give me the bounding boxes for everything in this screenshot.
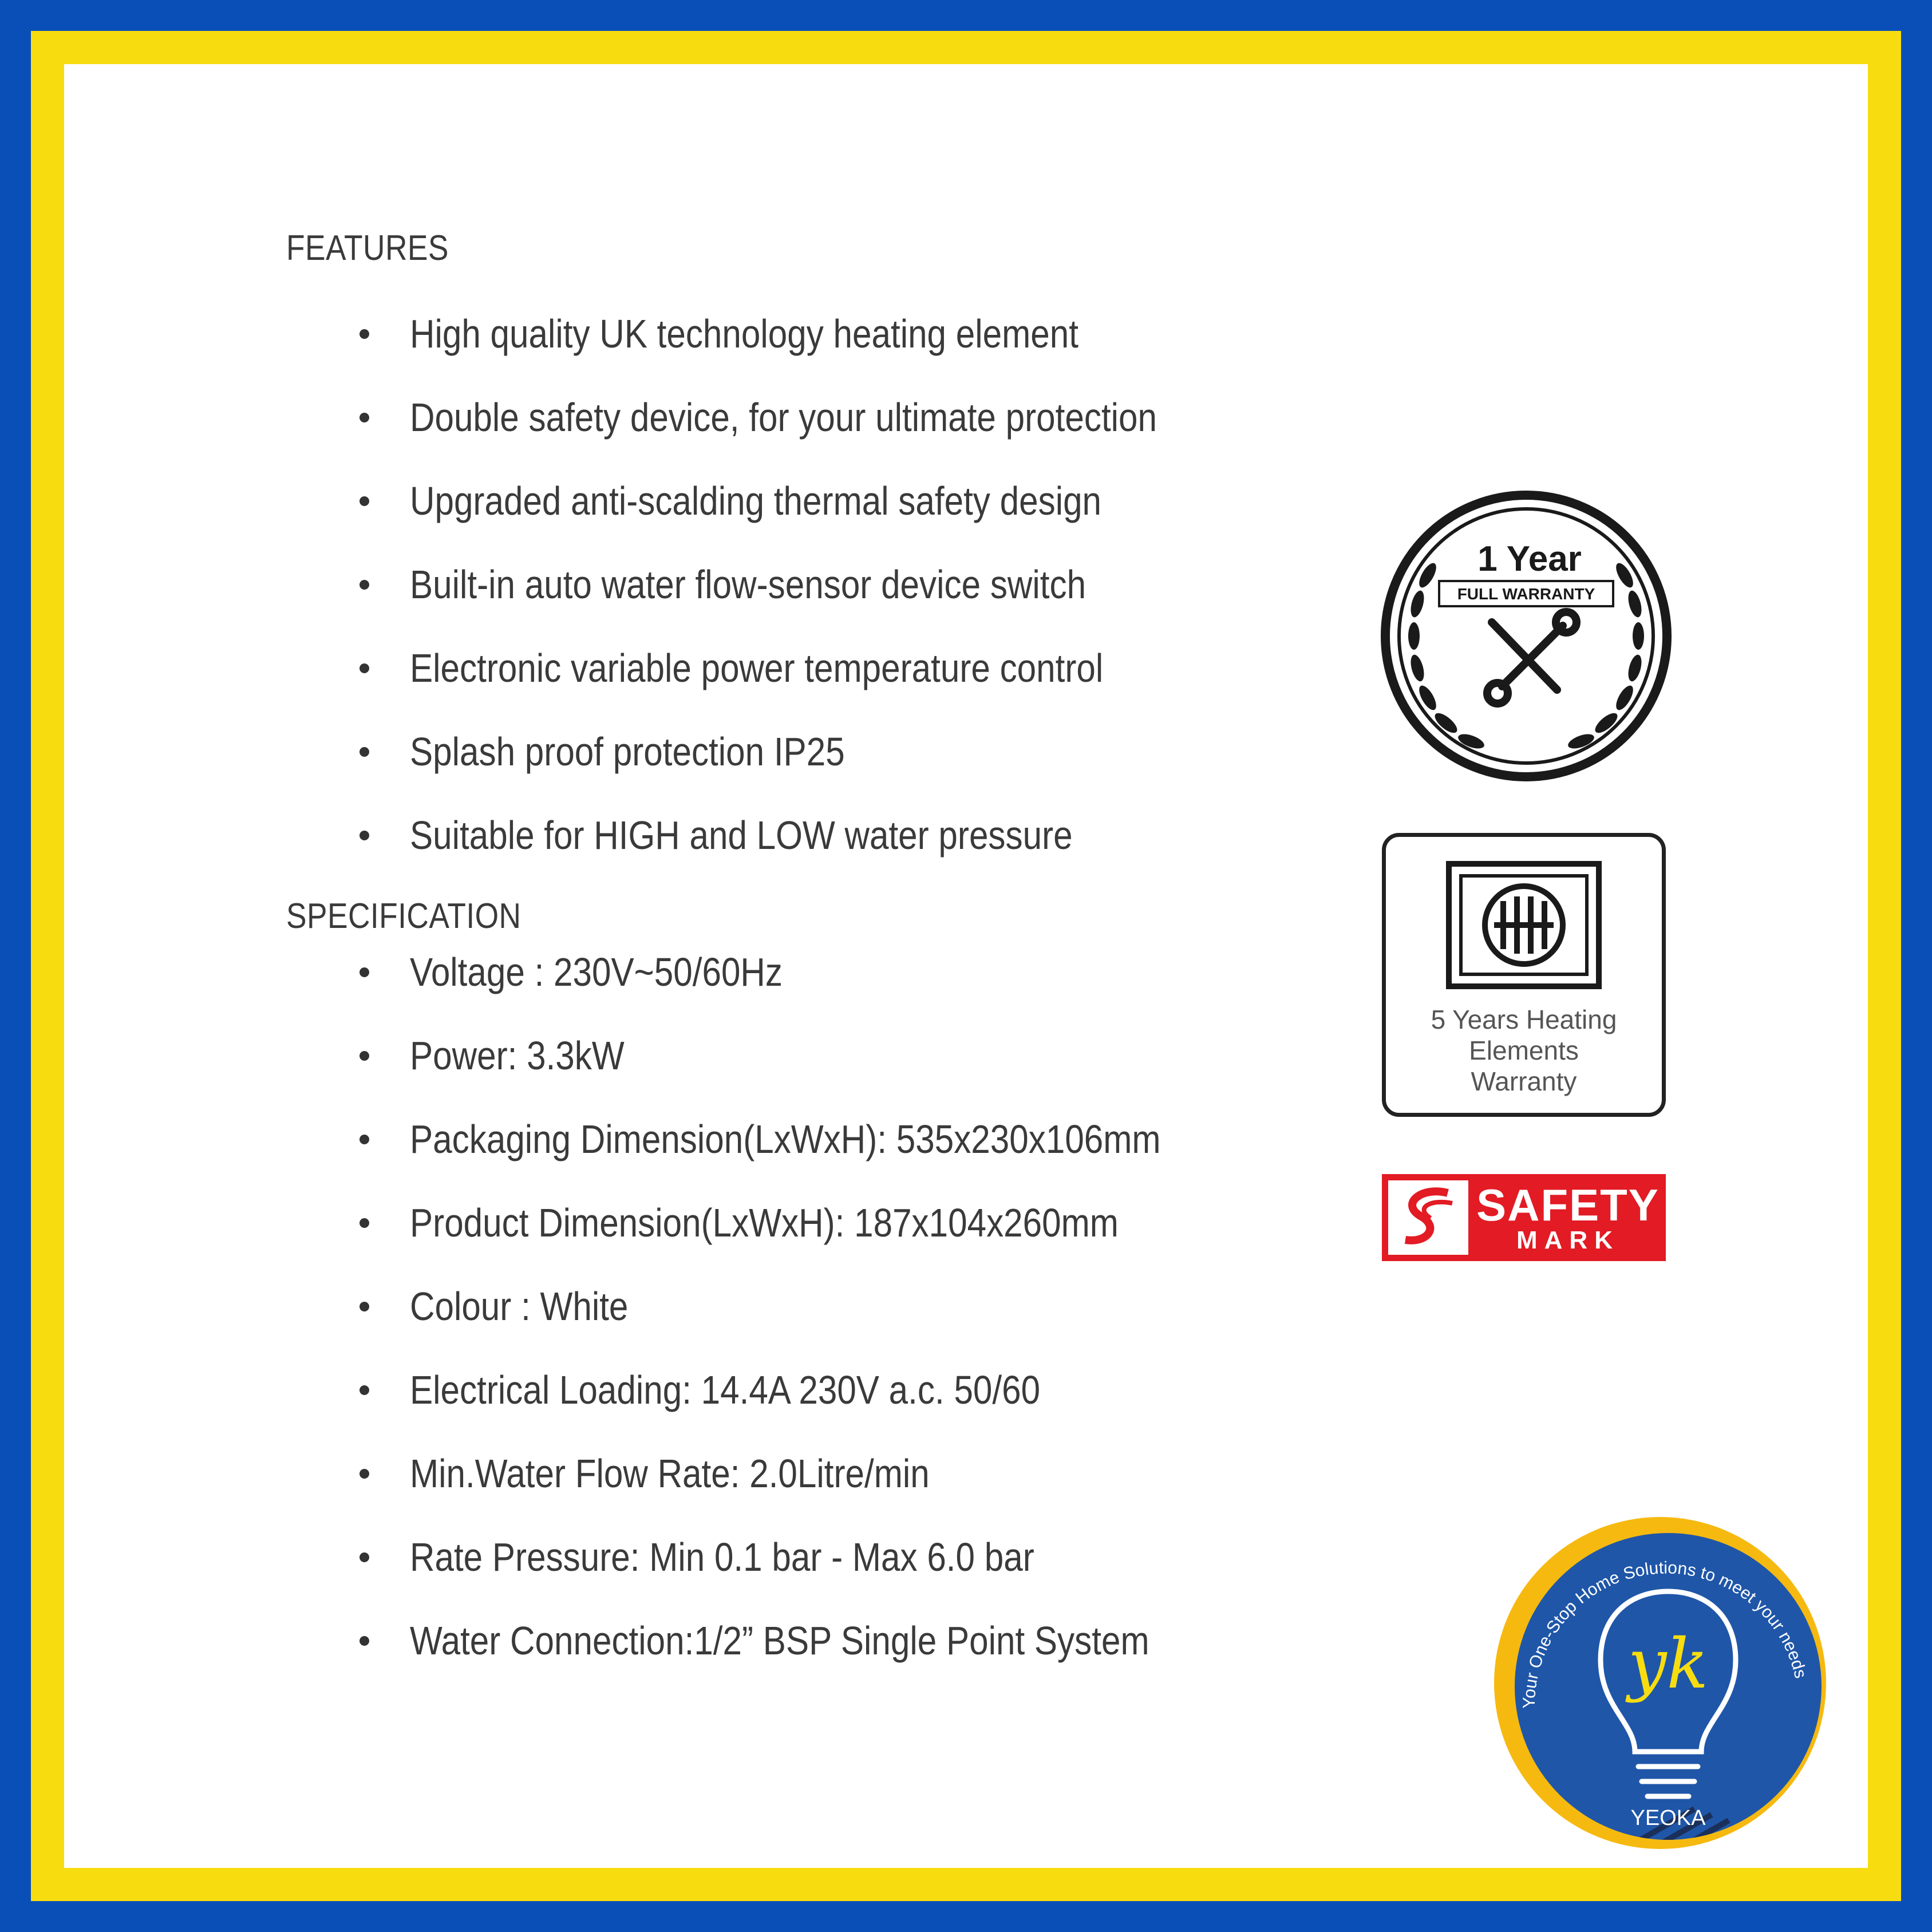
- bullet-icon: [359, 663, 369, 673]
- specification-item-text: Product Dimension(LxWxH): 187x104x260mm: [410, 1200, 1119, 1245]
- warranty-year-text: 1 Year: [1477, 539, 1582, 579]
- mark-text: MARK: [1516, 1226, 1619, 1254]
- feature-item-text: Splash proof protection IP25: [410, 729, 845, 774]
- specification-item-text: Rate Pressure: Min 0.1 bar - Max 6.0 bar: [410, 1535, 1034, 1579]
- feature-item-text: Double safety device, for your ultimate protection: [410, 395, 1157, 440]
- heating-element-icon: [1446, 861, 1602, 989]
- bullet-icon: [359, 747, 369, 757]
- feature-item-text: Suitable for HIGH and LOW water pressure: [410, 813, 1073, 858]
- yeoka-tagline-path: Your One-Stop Home Solutions to meet your needs: [1519, 1558, 1810, 1709]
- bullet-icon: [359, 580, 369, 590]
- feature-item-text: High quality UK technology heating element: [410, 311, 1078, 356]
- bullet-icon: [359, 831, 369, 840]
- specification-item-text: Power: 3.3kW: [410, 1033, 625, 1078]
- heating-caption-line2: Elements: [1469, 1036, 1579, 1065]
- one-year-warranty-badge: [1380, 489, 1673, 783]
- feature-item-text: Electronic variable power temperature control: [410, 646, 1104, 690]
- yeoka-brand-name: YEOKA: [1630, 1806, 1706, 1830]
- specification-item-text: Min.Water Flow Rate: 2.0Litre/min: [410, 1451, 930, 1496]
- bullet-icon: [359, 1051, 369, 1061]
- yeoka-initials: yk: [1627, 1625, 1709, 1704]
- bullet-icon: [359, 967, 369, 977]
- yeoka-logo: [1488, 1511, 1843, 1866]
- specification-item-text: Colour : White: [410, 1284, 629, 1329]
- bullet-icon: [359, 496, 369, 506]
- bullet-icon: [359, 1218, 369, 1228]
- bullet-icon: [359, 1385, 369, 1395]
- safety-text: SAFETY: [1476, 1180, 1660, 1230]
- specification-heading: SPECIFICATION: [286, 896, 521, 936]
- feature-item-text: Built-in auto water flow-sensor device switch: [410, 562, 1086, 607]
- safety-mark-logo-icon: [1388, 1180, 1468, 1255]
- bullet-icon: [359, 1552, 369, 1562]
- bullet-icon: [359, 1469, 369, 1479]
- heating-caption-line1: 5 Years Heating: [1431, 1005, 1617, 1034]
- features-heading: FEATURES: [286, 228, 449, 268]
- feature-item-text: Upgraded anti-scalding thermal safety design: [410, 479, 1102, 523]
- bullet-icon: [359, 413, 369, 422]
- bullet-icon: [359, 1636, 369, 1646]
- specification-item-text: Voltage : 230V~50/60Hz: [410, 950, 783, 994]
- bullet-icon: [359, 1135, 369, 1144]
- specification-item-text: Water Connection:1/2” BSP Single Point System: [410, 1618, 1149, 1663]
- heating-elements-warranty-badge: [1382, 833, 1666, 1117]
- specification-item-text: Packaging Dimension(LxWxH): 535x230x106mm: [410, 1117, 1161, 1161]
- full-warranty-text: FULL WARRANTY: [1457, 585, 1595, 603]
- specification-item-text: Electrical Loading: 14.4A 230V a.c. 50/60: [410, 1368, 1041, 1412]
- heating-caption-line3: Warranty: [1471, 1066, 1577, 1096]
- safety-mark-badge: [1382, 1174, 1666, 1261]
- bullet-icon: [359, 329, 369, 339]
- bullet-icon: [359, 1302, 369, 1311]
